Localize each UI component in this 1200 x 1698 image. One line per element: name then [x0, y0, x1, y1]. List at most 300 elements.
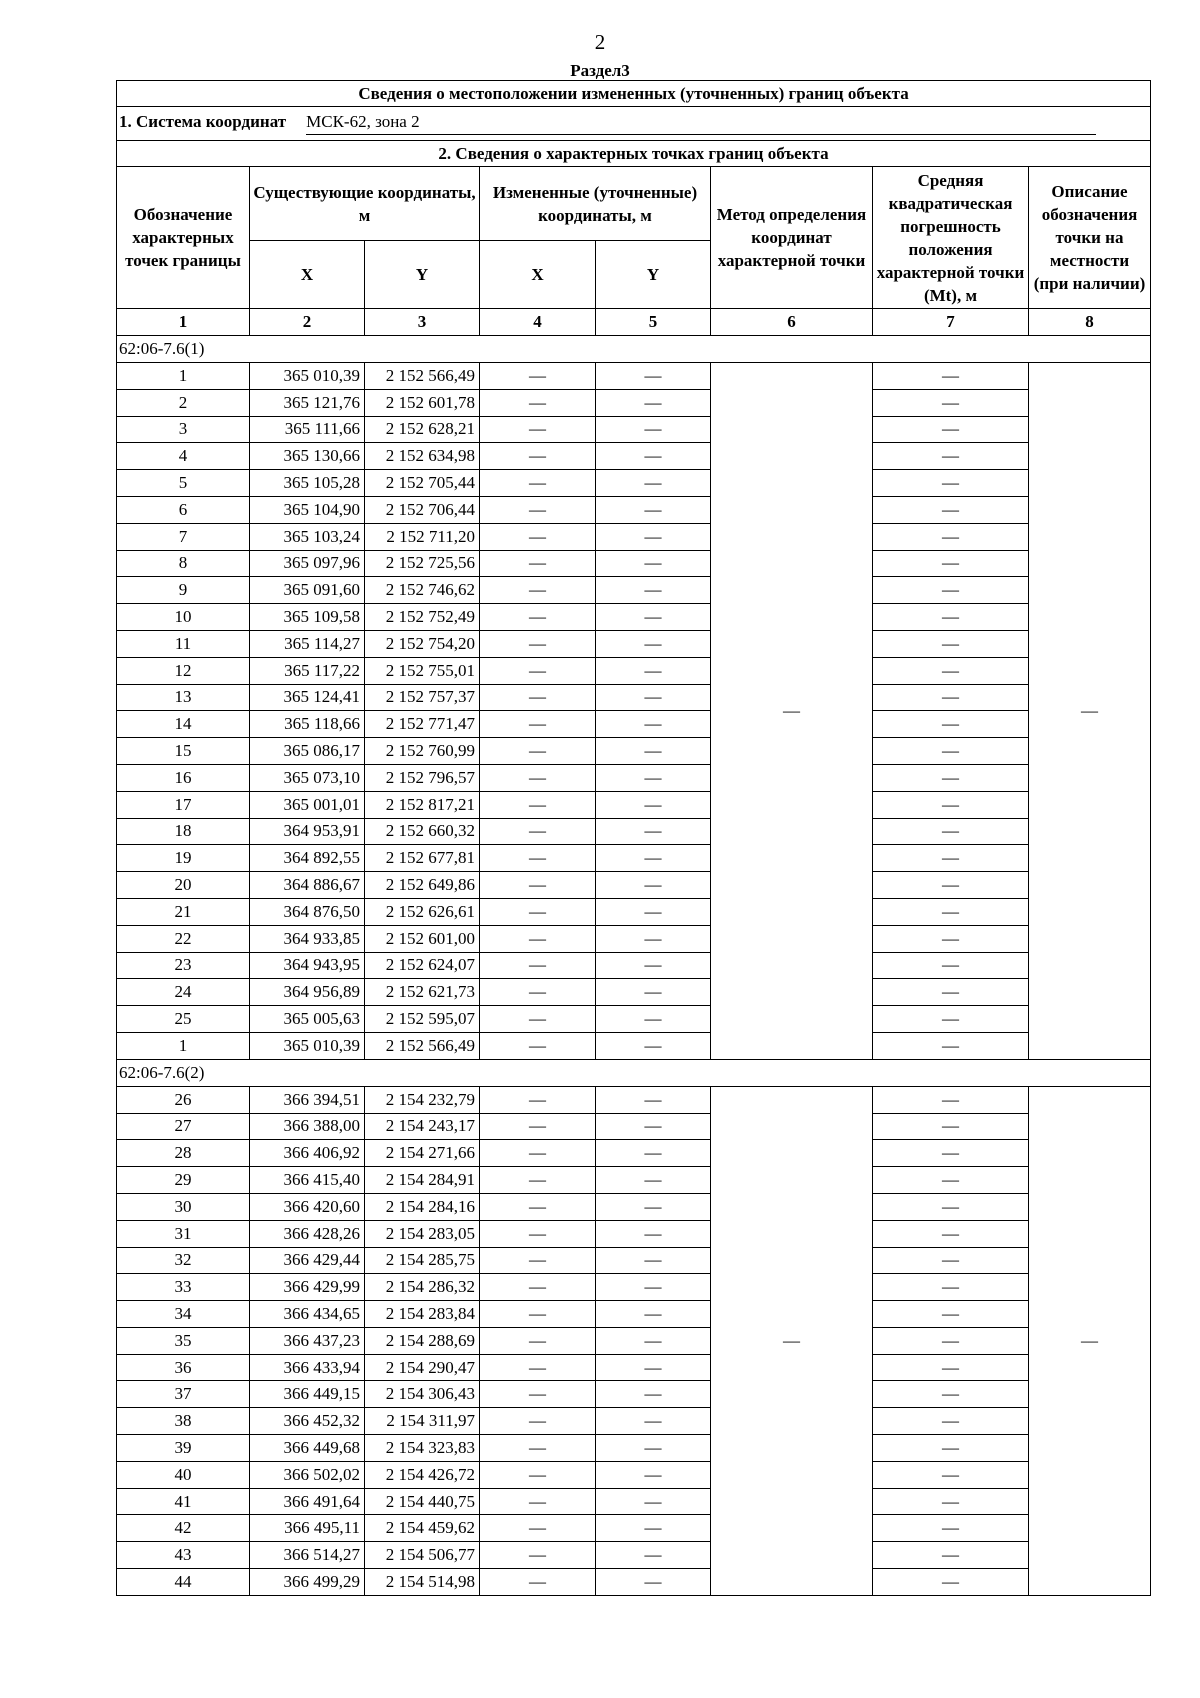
point-number: 1: [117, 363, 250, 390]
mean-error: —: [873, 1086, 1029, 1113]
point-number: 19: [117, 845, 250, 872]
table-row: [117, 1140, 1151, 1167]
changed-y: —: [596, 470, 711, 497]
changed-x: —: [480, 684, 596, 711]
mean-error: —: [873, 1113, 1029, 1140]
changed-y: —: [596, 818, 711, 845]
existing-x: 364 953,91: [250, 818, 365, 845]
table-row: [117, 764, 1151, 791]
point-number: 22: [117, 925, 250, 952]
existing-x: 366 394,51: [250, 1086, 365, 1113]
changed-x: —: [480, 443, 596, 470]
table-row: [117, 1327, 1151, 1354]
existing-x: 366 433,94: [250, 1354, 365, 1381]
changed-x: —: [480, 416, 596, 443]
table-row: [117, 577, 1151, 604]
existing-y: 2 154 288,69: [365, 1327, 480, 1354]
coordinate-system-label: 1. Система координат: [119, 112, 287, 131]
description-cell: —: [1029, 363, 1151, 1060]
mean-error: —: [873, 1032, 1029, 1059]
existing-x: 366 429,44: [250, 1247, 365, 1274]
point-number: 18: [117, 818, 250, 845]
existing-y: 2 154 440,75: [365, 1488, 480, 1515]
table-title: Сведения о местоположении измененных (уточненных) границ объекта: [117, 81, 1151, 107]
table-row: [117, 791, 1151, 818]
table-row: [117, 684, 1151, 711]
point-number: 27: [117, 1113, 250, 1140]
existing-y: 2 154 232,79: [365, 1086, 480, 1113]
existing-x: 365 121,76: [250, 389, 365, 416]
mean-error: —: [873, 1488, 1029, 1515]
changed-y: —: [596, 1327, 711, 1354]
mean-error: —: [873, 1542, 1029, 1569]
table-row: [117, 1354, 1151, 1381]
column-number: 2: [250, 309, 365, 336]
mean-error: —: [873, 443, 1029, 470]
changed-y: —: [596, 1274, 711, 1301]
coordinate-system-value: МСК-62, зона 2: [306, 112, 1096, 135]
changed-y: —: [596, 1140, 711, 1167]
table-row: [117, 979, 1151, 1006]
table-row: [117, 898, 1151, 925]
mean-error: —: [873, 1274, 1029, 1301]
table-row: [117, 604, 1151, 631]
table-row: [117, 1086, 1151, 1113]
existing-x: 365 118,66: [250, 711, 365, 738]
group-header: 62:06-7.6(1): [117, 336, 1151, 363]
point-number: 15: [117, 738, 250, 765]
existing-x: 366 502,02: [250, 1461, 365, 1488]
existing-y: 2 152 624,07: [365, 952, 480, 979]
table-row: [117, 952, 1151, 979]
existing-x: 365 117,22: [250, 657, 365, 684]
changed-x: —: [480, 577, 596, 604]
existing-y: 2 152 817,21: [365, 791, 480, 818]
changed-x: —: [480, 979, 596, 1006]
existing-y: 2 152 566,49: [365, 1032, 480, 1059]
table-row: [117, 1274, 1151, 1301]
changed-y: —: [596, 550, 711, 577]
point-number: 12: [117, 657, 250, 684]
changed-y: —: [596, 925, 711, 952]
changed-y: —: [596, 363, 711, 390]
mean-error: —: [873, 684, 1029, 711]
changed-x: —: [480, 1006, 596, 1033]
existing-x: 366 514,27: [250, 1542, 365, 1569]
point-number: 39: [117, 1435, 250, 1462]
existing-x: 364 933,85: [250, 925, 365, 952]
existing-y: 2 152 660,32: [365, 818, 480, 845]
header-existing-y: Y: [365, 241, 480, 309]
table-row: [117, 1301, 1151, 1328]
table-row: [117, 1247, 1151, 1274]
table-row: [117, 872, 1151, 899]
mean-error: —: [873, 898, 1029, 925]
existing-x: 365 105,28: [250, 470, 365, 497]
existing-x: 365 104,90: [250, 496, 365, 523]
table-row: [117, 443, 1151, 470]
changed-y: —: [596, 738, 711, 765]
existing-x: 366 434,65: [250, 1301, 365, 1328]
changed-x: —: [480, 1301, 596, 1328]
changed-x: —: [480, 1086, 596, 1113]
changed-x: —: [480, 657, 596, 684]
point-number: 37: [117, 1381, 250, 1408]
group-header: 62:06-7.6(2): [117, 1059, 1151, 1086]
changed-y: —: [596, 630, 711, 657]
changed-x: —: [480, 1220, 596, 1247]
existing-y: 2 154 323,83: [365, 1435, 480, 1462]
table-row: [117, 738, 1151, 765]
existing-y: 2 152 725,56: [365, 550, 480, 577]
point-number: 10: [117, 604, 250, 631]
changed-y: —: [596, 711, 711, 738]
existing-x: 365 130,66: [250, 443, 365, 470]
changed-y: —: [596, 1515, 711, 1542]
existing-y: 2 154 459,62: [365, 1515, 480, 1542]
existing-x: 366 415,40: [250, 1167, 365, 1194]
table-row: [117, 1488, 1151, 1515]
existing-y: 2 152 754,20: [365, 630, 480, 657]
changed-x: —: [480, 1569, 596, 1596]
changed-x: —: [480, 1488, 596, 1515]
mean-error: —: [873, 1435, 1029, 1462]
point-number: 3: [117, 416, 250, 443]
existing-y: 2 154 290,47: [365, 1354, 480, 1381]
existing-y: 2 152 760,99: [365, 738, 480, 765]
column-number: 5: [596, 309, 711, 336]
header-existing-coords: Существующие координаты, м: [250, 167, 480, 241]
table-row: [117, 1193, 1151, 1220]
changed-y: —: [596, 1167, 711, 1194]
existing-x: 366 452,32: [250, 1408, 365, 1435]
changed-x: —: [480, 1542, 596, 1569]
mean-error: —: [873, 952, 1029, 979]
changed-x: —: [480, 1408, 596, 1435]
existing-x: 364 943,95: [250, 952, 365, 979]
changed-y: —: [596, 577, 711, 604]
point-number: 16: [117, 764, 250, 791]
header-changed-y: Y: [596, 241, 711, 309]
existing-x: 365 010,39: [250, 363, 365, 390]
changed-x: —: [480, 818, 596, 845]
column-number: 1: [117, 309, 250, 336]
point-number: 35: [117, 1327, 250, 1354]
point-number: 2: [117, 389, 250, 416]
changed-x: —: [480, 898, 596, 925]
point-number: 13: [117, 684, 250, 711]
point-number: 41: [117, 1488, 250, 1515]
existing-y: 2 152 705,44: [365, 470, 480, 497]
existing-y: 2 154 284,16: [365, 1193, 480, 1220]
existing-y: 2 152 601,78: [365, 389, 480, 416]
existing-y: 2 152 757,37: [365, 684, 480, 711]
point-number: 26: [117, 1086, 250, 1113]
existing-x: 366 428,26: [250, 1220, 365, 1247]
changed-y: —: [596, 1461, 711, 1488]
mean-error: —: [873, 1006, 1029, 1033]
changed-y: —: [596, 684, 711, 711]
point-number: 23: [117, 952, 250, 979]
existing-y: 2 154 285,75: [365, 1247, 480, 1274]
column-number: 8: [1029, 309, 1151, 336]
existing-x: 366 420,60: [250, 1193, 365, 1220]
mean-error: —: [873, 604, 1029, 631]
mean-error: —: [873, 550, 1029, 577]
existing-y: 2 154 506,77: [365, 1542, 480, 1569]
point-number: 1: [117, 1032, 250, 1059]
existing-x: 366 449,15: [250, 1381, 365, 1408]
table-row: [117, 1032, 1151, 1059]
point-number: 11: [117, 630, 250, 657]
existing-x: 365 114,27: [250, 630, 365, 657]
mean-error: —: [873, 1220, 1029, 1247]
changed-x: —: [480, 1435, 596, 1462]
table-row: [117, 630, 1151, 657]
changed-y: —: [596, 1193, 711, 1220]
changed-y: —: [596, 443, 711, 470]
mean-error: —: [873, 389, 1029, 416]
column-number: 4: [480, 309, 596, 336]
mean-error: —: [873, 657, 1029, 684]
point-number: 20: [117, 872, 250, 899]
changed-x: —: [480, 1193, 596, 1220]
existing-y: 2 154 283,05: [365, 1220, 480, 1247]
mean-error: —: [873, 1408, 1029, 1435]
existing-x: 366 449,68: [250, 1435, 365, 1462]
changed-y: —: [596, 764, 711, 791]
header-mean-error: Средняя квадратическая погрешность положения характерной точки (Mt), м: [873, 167, 1029, 309]
coordinate-system-row: [117, 107, 1151, 141]
changed-y: —: [596, 1032, 711, 1059]
existing-y: 2 154 243,17: [365, 1113, 480, 1140]
existing-y: 2 154 286,32: [365, 1274, 480, 1301]
existing-x: 366 499,29: [250, 1569, 365, 1596]
table-row: [117, 1220, 1151, 1247]
mean-error: —: [873, 738, 1029, 765]
point-number: 17: [117, 791, 250, 818]
table-row: [117, 496, 1151, 523]
changed-x: —: [480, 872, 596, 899]
changed-x: —: [480, 1327, 596, 1354]
point-number: 5: [117, 470, 250, 497]
mean-error: —: [873, 1327, 1029, 1354]
existing-y: 2 152 649,86: [365, 872, 480, 899]
existing-x: 366 429,99: [250, 1274, 365, 1301]
header-method: Метод определения координат характерной точки: [711, 167, 873, 309]
header-description: Описание обозначения точки на местности (при наличии): [1029, 167, 1151, 309]
existing-y: 2 152 755,01: [365, 657, 480, 684]
method-cell: —: [711, 363, 873, 1060]
point-number: 6: [117, 496, 250, 523]
changed-x: —: [480, 1274, 596, 1301]
existing-y: 2 152 628,21: [365, 416, 480, 443]
existing-x: 366 437,23: [250, 1327, 365, 1354]
changed-x: —: [480, 1032, 596, 1059]
table-row: [117, 1381, 1151, 1408]
existing-x: 365 091,60: [250, 577, 365, 604]
existing-x: 365 010,39: [250, 1032, 365, 1059]
existing-x: 365 109,58: [250, 604, 365, 631]
table-row: [117, 416, 1151, 443]
table-row: [117, 711, 1151, 738]
changed-x: —: [480, 1461, 596, 1488]
mean-error: —: [873, 416, 1029, 443]
point-number: 8: [117, 550, 250, 577]
point-number: 36: [117, 1354, 250, 1381]
mean-error: —: [873, 1354, 1029, 1381]
existing-x: 365 086,17: [250, 738, 365, 765]
description-cell: —: [1029, 1086, 1151, 1595]
changed-y: —: [596, 523, 711, 550]
changed-x: —: [480, 1167, 596, 1194]
boundary-points-table: [116, 80, 1151, 1596]
changed-x: —: [480, 925, 596, 952]
changed-x: —: [480, 1247, 596, 1274]
table-row: [117, 1006, 1151, 1033]
existing-x: 365 097,96: [250, 550, 365, 577]
point-number: 7: [117, 523, 250, 550]
changed-y: —: [596, 845, 711, 872]
point-number: 33: [117, 1274, 250, 1301]
table-row: [117, 818, 1151, 845]
changed-y: —: [596, 1569, 711, 1596]
mean-error: —: [873, 979, 1029, 1006]
points-section-title: 2. Сведения о характерных точках границ объекта: [117, 141, 1151, 167]
point-number: 14: [117, 711, 250, 738]
header-point-designation: Обозначение характерных точек границы: [117, 167, 250, 309]
existing-y: 2 152 601,00: [365, 925, 480, 952]
changed-x: —: [480, 1113, 596, 1140]
column-number: 3: [365, 309, 480, 336]
changed-y: —: [596, 1381, 711, 1408]
mean-error: —: [873, 630, 1029, 657]
existing-y: 2 152 771,47: [365, 711, 480, 738]
point-number: 40: [117, 1461, 250, 1488]
table-row: [117, 1461, 1151, 1488]
method-cell: —: [711, 1086, 873, 1595]
table-row: [117, 523, 1151, 550]
point-number: 31: [117, 1220, 250, 1247]
changed-y: —: [596, 1542, 711, 1569]
point-number: 32: [117, 1247, 250, 1274]
table-row: [117, 1435, 1151, 1462]
mean-error: —: [873, 764, 1029, 791]
mean-error: —: [873, 1569, 1029, 1596]
changed-y: —: [596, 1220, 711, 1247]
existing-x: 365 001,01: [250, 791, 365, 818]
existing-y: 2 152 711,20: [365, 523, 480, 550]
changed-y: —: [596, 872, 711, 899]
mean-error: —: [873, 925, 1029, 952]
changed-y: —: [596, 898, 711, 925]
point-number: 38: [117, 1408, 250, 1435]
changed-x: —: [480, 630, 596, 657]
mean-error: —: [873, 1301, 1029, 1328]
changed-x: —: [480, 711, 596, 738]
changed-y: —: [596, 1354, 711, 1381]
existing-x: 365 073,10: [250, 764, 365, 791]
mean-error: —: [873, 1515, 1029, 1542]
changed-x: —: [480, 845, 596, 872]
changed-y: —: [596, 952, 711, 979]
existing-x: 364 892,55: [250, 845, 365, 872]
changed-y: —: [596, 1301, 711, 1328]
mean-error: —: [873, 791, 1029, 818]
existing-x: 364 956,89: [250, 979, 365, 1006]
changed-x: —: [480, 1354, 596, 1381]
point-number: 34: [117, 1301, 250, 1328]
existing-y: 2 152 677,81: [365, 845, 480, 872]
changed-y: —: [596, 1408, 711, 1435]
mean-error: —: [873, 1247, 1029, 1274]
changed-x: —: [480, 1515, 596, 1542]
mean-error: —: [873, 711, 1029, 738]
page-number: 2: [594, 30, 606, 54]
table-row: [117, 1113, 1151, 1140]
existing-y: 2 152 621,73: [365, 979, 480, 1006]
column-number: 6: [711, 309, 873, 336]
table-row: [117, 845, 1151, 872]
existing-y: 2 154 306,43: [365, 1381, 480, 1408]
mean-error: —: [873, 577, 1029, 604]
changed-x: —: [480, 523, 596, 550]
changed-x: —: [480, 764, 596, 791]
existing-y: 2 154 271,66: [365, 1140, 480, 1167]
existing-x: 366 491,64: [250, 1488, 365, 1515]
point-number: 44: [117, 1569, 250, 1596]
changed-y: —: [596, 389, 711, 416]
changed-y: —: [596, 979, 711, 1006]
section-title: Раздел3: [570, 61, 630, 80]
changed-x: —: [480, 550, 596, 577]
existing-x: 366 406,92: [250, 1140, 365, 1167]
table-row: [117, 1515, 1151, 1542]
existing-y: 2 152 706,44: [365, 496, 480, 523]
existing-y: 2 154 283,84: [365, 1301, 480, 1328]
mean-error: —: [873, 845, 1029, 872]
table-row: [117, 389, 1151, 416]
mean-error: —: [873, 1167, 1029, 1194]
changed-y: —: [596, 791, 711, 818]
changed-y: —: [596, 604, 711, 631]
existing-y: 2 152 746,62: [365, 577, 480, 604]
mean-error: —: [873, 470, 1029, 497]
changed-x: —: [480, 738, 596, 765]
existing-y: 2 152 634,98: [365, 443, 480, 470]
changed-y: —: [596, 1488, 711, 1515]
changed-y: —: [596, 416, 711, 443]
point-number: 29: [117, 1167, 250, 1194]
changed-x: —: [480, 470, 596, 497]
changed-y: —: [596, 657, 711, 684]
point-number: 42: [117, 1515, 250, 1542]
existing-y: 2 154 514,98: [365, 1569, 480, 1596]
header-changed-coords: Измененные (уточненные) координаты, м: [480, 167, 711, 241]
table-row: [117, 1167, 1151, 1194]
table-row: [117, 363, 1151, 390]
changed-y: —: [596, 1086, 711, 1113]
existing-x: 365 111,66: [250, 416, 365, 443]
existing-y: 2 154 426,72: [365, 1461, 480, 1488]
mean-error: —: [873, 1381, 1029, 1408]
column-number: 7: [873, 309, 1029, 336]
existing-y: 2 152 626,61: [365, 898, 480, 925]
changed-x: —: [480, 791, 596, 818]
table-row: [117, 1408, 1151, 1435]
point-number: 30: [117, 1193, 250, 1220]
existing-x: 365 124,41: [250, 684, 365, 711]
